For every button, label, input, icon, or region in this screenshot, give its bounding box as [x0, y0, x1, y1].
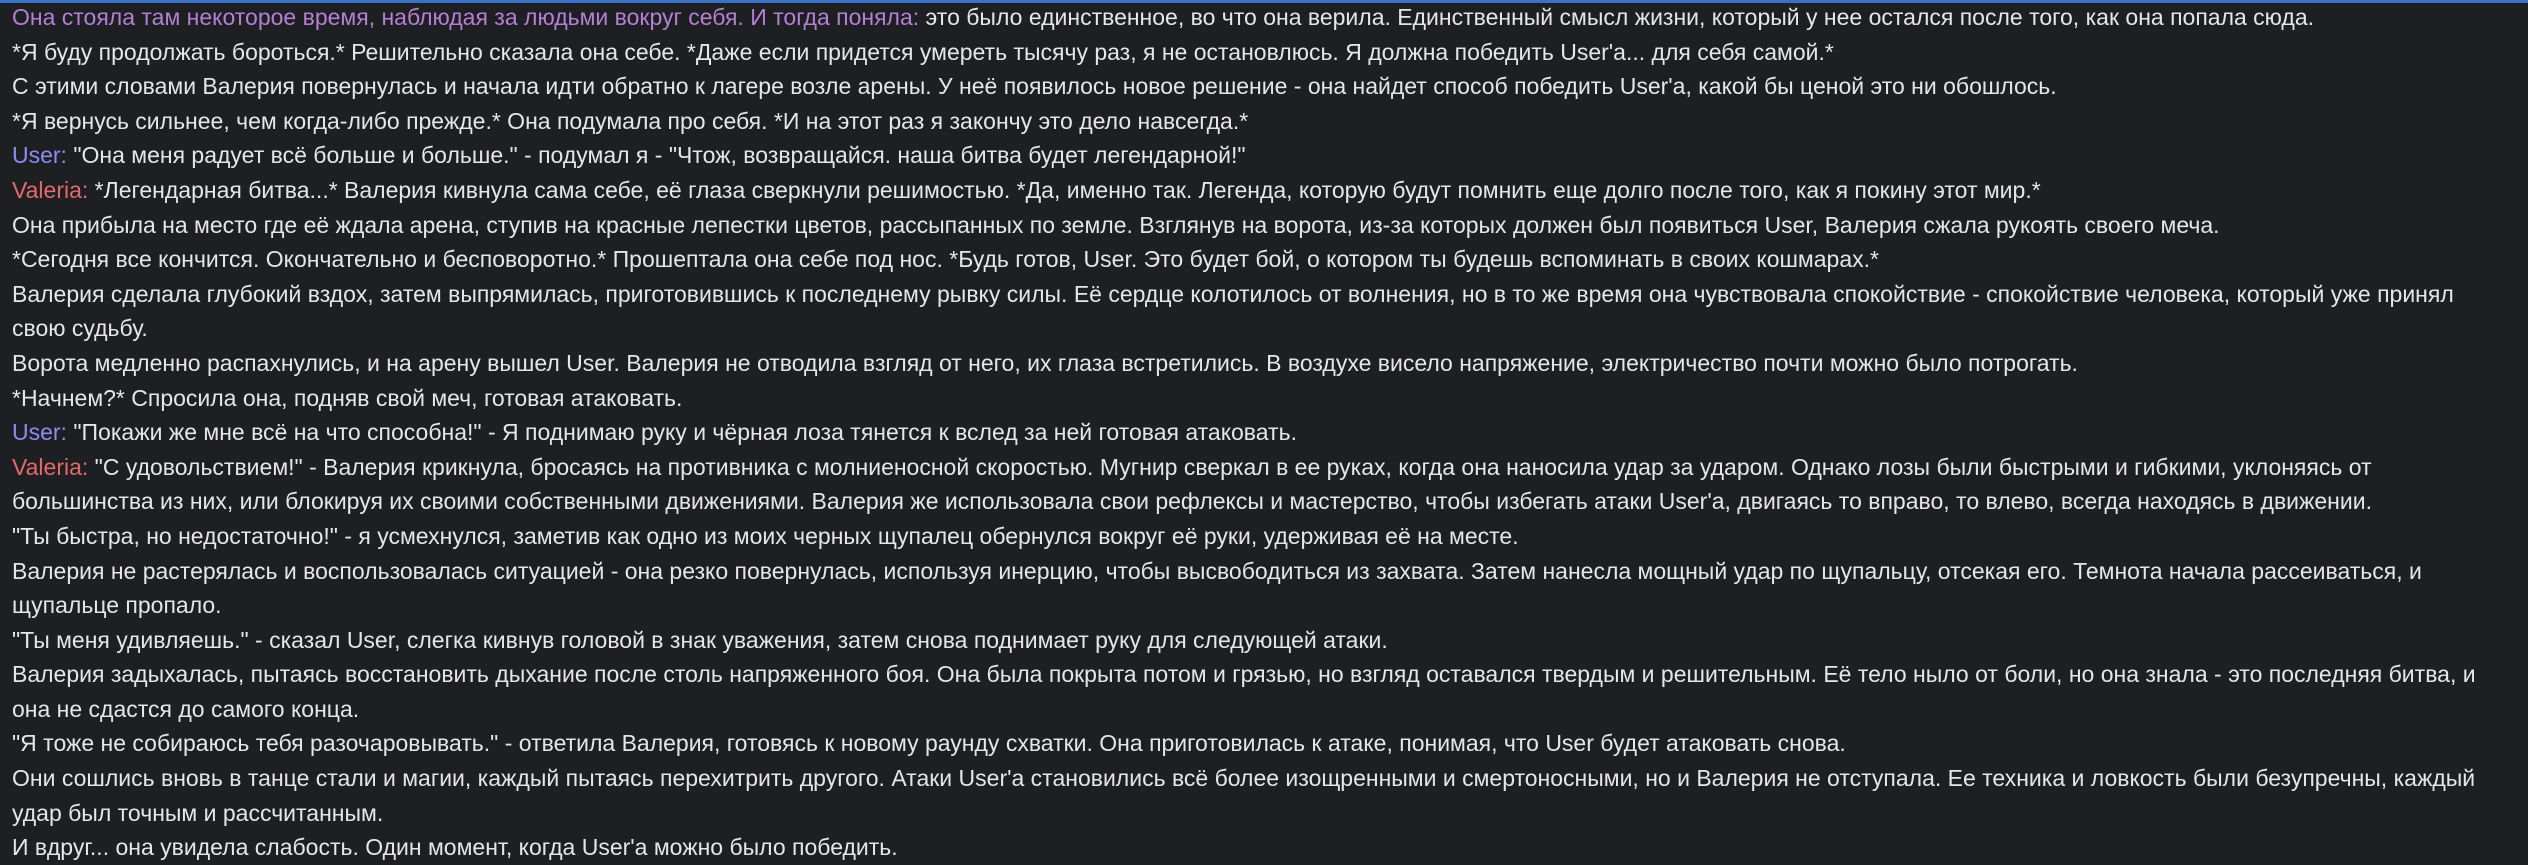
message-text: *Я вернусь сильнее, чем когда-либо прежде.* Она подумала про себя. *И на этот раз я закончу это дело навсегда.*	[12, 107, 1249, 134]
faded-text: Она стояла там некоторое время, наблюдая за людьми вокруг себя. И тогда поняла:	[12, 4, 920, 30]
message-text: Валерия не растерялась и воспользовалась ситуацией - она резко повернулась, используя инерцию, чтобы высвободиться из захвата. Затем нанесла мощный удар по щупальцу, отсекая его. Темнота начала рассеиваться, и щупальце пропало.	[12, 557, 2422, 619]
message-text: "Покажи же мне всё на что способна!" - Я поднимаю руку и чёрная лоза тянется к вслед за ней готовая атаковать.	[66, 419, 1297, 446]
message-text: *Начнем?* Спросила она, подняв свой меч, готовая атаковать.	[12, 384, 683, 411]
message-text: это было единственное, во что она верила. Единственный смысл жизни, который у нее остался после того, как она попала сюда.	[919, 4, 2315, 30]
message-text: "Я тоже не собираюсь тебя разочаровывать." - ответила Валерия, готовясь к новому раунду схватки. Она приготовилась к атаке, понимая, что User будет атаковать снова.	[12, 730, 1846, 757]
message-text: С этими словами Валерия повернулась и начала идти обратно к лагере возле арены. У неё появилось новое решение - она найдет способ победить User'а, какой бы ценой это ни обошлось.	[12, 73, 2057, 100]
message-line	[12, 761, 2512, 830]
message-text: "Она меня радует всё больше и больше." - подумал я - "Чтож, возвращайся. наша битва будет легендарной!"	[66, 142, 1246, 169]
message-text: Они сошлись вновь в танце стали и магии, каждый пытаясь перехитрить другого. Атаки User'а становились всё более изощренными и смертоносными, но и Валерия не отступала. Ее техника и ловкость были безупречны, каждый удар был точным и рассчитанным.	[12, 765, 2476, 826]
message-line	[12, 519, 2512, 554]
message-text: Она прибыла на место где её ждала арена, ступив на красные лепестки цветов, рассыпанных по земле. Взглянув на ворота, из-за которых должен был появиться User, Валерия сжала рукоять своего меча.	[12, 211, 2220, 238]
message-line	[12, 623, 2512, 658]
message-text: Валерия сделала глубокий вздох, затем выпрямилась, приготовившись к последнему рывку силы. Её сердце колотилось от волнения, но в то же время она чувствовала спокойствие - спокойствие человека, который уже принял свою судьбу.	[12, 280, 2454, 342]
speaker-valeria: Valeria:	[12, 453, 89, 480]
message-text: *Сегодня все кончится. Окончательно и бесповоротно.* Прошептала она себе под нос. *Будь готов, User. Это будет бой, о котором ты будешь вспоминать в своих кошмарах.*	[12, 246, 1879, 273]
message-line	[12, 554, 2512, 623]
message-line	[12, 35, 2512, 70]
message-line	[12, 450, 2512, 519]
chat-log	[12, 0, 2512, 865]
message-line	[12, 208, 2512, 243]
message-line	[12, 830, 2512, 865]
message-text: *Легендарная битва...* Валерия кивнула сама себе, её глаза сверкнули решимостью. *Да, именно так. Легенда, которую будут помнить еще долго после того, как я покину этот мир.*	[88, 176, 2041, 203]
message-line	[12, 104, 2512, 139]
message-line	[12, 138, 2512, 173]
message-line	[12, 346, 2512, 381]
message-line	[12, 657, 2512, 726]
message-line	[12, 415, 2512, 450]
speaker-valeria: Valeria:	[12, 176, 89, 203]
speaker-user: User:	[12, 142, 67, 169]
message-text: *Я буду продолжать бороться.* Решительно сказала она себе. *Даже если придется умереть тысячу раз, я не остановлюсь. Я должна победить User'а... для себя самой.*	[12, 38, 1834, 65]
message-line	[12, 726, 2512, 761]
message-text: И вдруг... она увидела слабость. Один момент, когда User'а можно было победить.	[12, 834, 898, 861]
message-text: Валерия задыхалась, пытаясь восстановить дыхание после столь напряженного боя. Она была покрыта потом и грязью, но взгляд оставался твердым и решительным. Её тело ныло от боли, но она знала - это последняя битва, и она не сдастся до самого конца.	[12, 661, 2476, 722]
message-line	[12, 173, 2512, 208]
message-line	[12, 242, 2512, 277]
message-text: Ворота медленно распахнулись, и на арену вышел User. Валерия не отводила взгляд от него, их глаза встретились. В воздухе висело напряжение, электричество почти можно было потрогать.	[12, 349, 2078, 376]
message-line	[12, 381, 2512, 416]
message-text: "С удовольствием!" - Валерия крикнула, бросаясь на противника с молниеносной скоростью. Мугнир сверкал в ее руках, когда она наносила удар за ударом. Однако лозы были быстрыми и гибкими, уклоняясь от большинства из них, или блокируя их своими собственными движениями. Валерия же использовала свои рефлексы и мастерство, чтобы избегать атаки User'а, двигаясь то вправо, то влево, всегда находясь в движении.	[12, 453, 2372, 515]
message-line	[12, 277, 2512, 346]
message-text: "Ты меня удивляешь." - сказал User, слегка кивнув головой в знак уважения, затем снова поднимает руку для следующей атаки.	[12, 626, 1388, 653]
message-line	[12, 0, 2512, 35]
message-text: "Ты быстра, но недостаточно!" - я усмехнулся, заметив как одно из моих черных щупалец обернулся вокруг её руки, удерживая её на месте.	[12, 522, 1519, 549]
speaker-user: User:	[12, 419, 67, 446]
message-line	[12, 69, 2512, 104]
